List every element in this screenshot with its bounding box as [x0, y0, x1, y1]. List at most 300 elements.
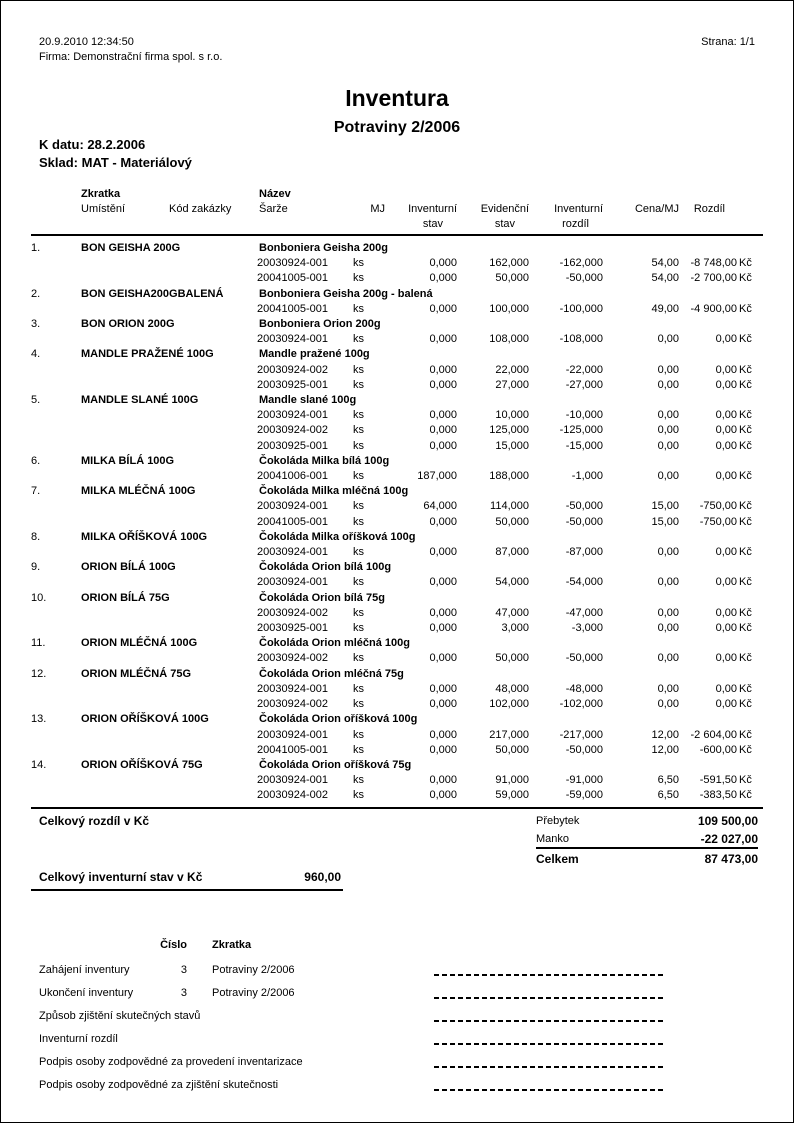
batch-evidencni-stav: 10,000	[495, 409, 529, 422]
batch-cena-mj: 0,00	[657, 698, 679, 711]
batch-mj: ks	[353, 302, 364, 315]
batch-inventurni-rozdil: -217,000	[559, 728, 603, 741]
batch-sarze: 20030924-002	[257, 698, 328, 711]
batch-evidencni-stav: 217,000	[489, 728, 529, 741]
batch-mj: ks	[353, 424, 364, 437]
batch-cena-mj: 0,00	[657, 424, 679, 437]
batch-cena-mj: 6,50	[657, 789, 679, 802]
col-evidencni-stav: Evidenční	[480, 203, 529, 215]
batch-row	[31, 271, 763, 286]
inventory-table-header	[31, 187, 763, 235]
item-number: 2.	[31, 287, 41, 300]
item-number: 14.	[31, 758, 47, 771]
batch-cena-mj: 12,00	[651, 743, 679, 756]
item-number: 10.	[31, 591, 47, 604]
signature-section	[39, 939, 755, 1099]
batch-cena-mj: 54,00	[651, 272, 679, 285]
batch-evidencni-stav: 50,000	[495, 515, 529, 528]
batch-evidencni-stav: 87,000	[495, 546, 529, 559]
batch-evidencni-stav: 100,000	[489, 302, 529, 315]
batch-currency: Kč	[739, 515, 752, 528]
item-row	[31, 758, 763, 773]
batch-currency: Kč	[739, 682, 752, 695]
batch-cena-mj: 0,00	[657, 470, 679, 483]
report-title: Inventura	[345, 85, 449, 111]
batch-evidencni-stav: 125,000	[489, 424, 529, 437]
batch-row	[31, 697, 763, 712]
batch-mj: ks	[353, 698, 364, 711]
batch-row	[31, 773, 763, 788]
batch-currency: Kč	[739, 470, 752, 483]
batch-inventurni-rozdil: -15,000	[565, 439, 603, 452]
batch-row	[31, 545, 763, 560]
batch-row	[31, 363, 763, 378]
batch-currency: Kč	[739, 272, 752, 285]
batch-rozdil: -2 700,00	[690, 272, 737, 285]
batch-inventurni-rozdil: -50,000	[565, 515, 603, 528]
batch-evidencni-stav: 3,000	[501, 622, 529, 635]
batch-mj: ks	[353, 378, 364, 391]
item-nazev: Čokoláda Orion oříšková 100g	[259, 713, 418, 726]
batch-rozdil: -600,00	[699, 743, 737, 756]
batch-sarze: 20030924-002	[257, 424, 328, 437]
col-inventurni-stav: Inventurní	[408, 203, 457, 215]
signature-zkratka: Potraviny 2/2006	[212, 987, 295, 999]
batch-rozdil: 0,00	[715, 698, 737, 711]
batch-inventurni-rozdil: -50,000	[565, 272, 603, 285]
batch-evidencni-stav: 162,000	[489, 257, 529, 270]
signature-label: Inventurní rozdíl	[39, 1033, 118, 1045]
total-difference-label: Celkový rozdíl v Kč	[39, 814, 150, 828]
col-nazev: Název	[259, 188, 291, 200]
signature-dash-line	[434, 1020, 664, 1022]
batch-cena-mj: 0,00	[657, 606, 679, 619]
item-row	[31, 235, 763, 256]
item-row	[31, 591, 763, 606]
batch-sarze: 20041006-001	[257, 470, 328, 483]
batch-evidencni-stav: 102,000	[489, 698, 529, 711]
batch-evidencni-stav: 54,000	[495, 576, 529, 589]
batch-sarze: 20030925-001	[257, 439, 328, 452]
page-number: Strana: 1/1	[701, 36, 755, 48]
batch-inventurni-stav: 0,000	[429, 774, 457, 787]
batch-rozdil: 0,00	[715, 622, 737, 635]
item-nazev: Čokoláda Orion oříšková 75g	[259, 758, 412, 771]
batch-inventurni-rozdil: -50,000	[565, 652, 603, 665]
batch-currency: Kč	[739, 743, 752, 756]
batch-evidencni-stav: 22,000	[495, 363, 529, 376]
item-zkratka: BON ORION 200G	[81, 318, 175, 331]
batch-mj: ks	[353, 622, 364, 635]
batch-sarze: 20030924-002	[257, 652, 328, 665]
signature-row	[39, 961, 755, 984]
item-zkratka: BON GEISHA200GBALENÁ	[81, 287, 224, 300]
batch-inventurni-stav: 0,000	[429, 272, 457, 285]
batch-currency: Kč	[739, 500, 752, 513]
batch-inventurni-stav: 187,000	[417, 470, 457, 483]
item-nazev: Bonboniera Geisha 200g - balená	[259, 287, 433, 300]
signature-label: Podpis osoby zodpovědné za zjištění skutečnosti	[39, 1079, 279, 1091]
batch-currency: Kč	[739, 363, 752, 376]
item-number: 1.	[31, 242, 41, 254]
batch-evidencni-stav: 50,000	[495, 743, 529, 756]
batch-row	[31, 788, 763, 803]
batch-mj: ks	[353, 272, 364, 285]
batch-mj: ks	[353, 546, 364, 559]
batch-sarze: 20041005-001	[257, 272, 328, 285]
batch-inventurni-rozdil: -48,000	[565, 682, 603, 695]
batch-mj: ks	[353, 576, 364, 589]
grand-total-row	[536, 849, 758, 867]
item-zkratka: MANDLE PRAŽENÉ 100G	[81, 348, 214, 361]
batch-sarze: 20030924-002	[257, 606, 328, 619]
grand-total-value: 87 473,00	[704, 852, 758, 866]
signature-dash-line	[434, 1089, 664, 1091]
item-nazev: Bonboniera Orion 200g	[259, 318, 381, 331]
batch-row	[31, 332, 763, 347]
batch-cena-mj: 0,00	[657, 363, 679, 376]
signature-col-cislo: Číslo	[160, 939, 187, 951]
batch-inventurni-rozdil: -10,000	[565, 409, 603, 422]
item-number: 12.	[31, 667, 47, 680]
batch-row	[31, 256, 763, 271]
batch-row	[31, 499, 763, 514]
signature-label: Ukončení inventury	[39, 987, 134, 999]
batch-inventurni-stav: 0,000	[429, 682, 457, 695]
batch-inventurni-stav: 0,000	[429, 576, 457, 589]
batch-rozdil: -750,00	[699, 500, 737, 513]
batch-cena-mj: 0,00	[657, 409, 679, 422]
batch-sarze: 20030924-001	[257, 774, 328, 787]
batch-currency: Kč	[739, 576, 752, 589]
item-row	[31, 636, 763, 651]
item-row	[31, 560, 763, 575]
item-zkratka: ORION BÍLÁ 75G	[81, 591, 170, 604]
batch-inventurni-stav: 0,000	[429, 424, 457, 437]
item-number: 7.	[31, 485, 41, 498]
batch-sarze: 20030924-002	[257, 789, 328, 802]
batch-inventurni-stav: 0,000	[429, 743, 457, 756]
item-row	[31, 347, 763, 362]
item-zkratka: MANDLE SLANÉ 100G	[81, 394, 199, 407]
signature-row	[39, 1007, 755, 1030]
batch-row	[31, 682, 763, 697]
batch-cena-mj: 15,00	[651, 515, 679, 528]
item-zkratka: MILKA OŘÍŠKOVÁ 100G	[81, 530, 208, 543]
batch-currency: Kč	[739, 652, 752, 665]
batch-inventurni-stav: 0,000	[429, 257, 457, 270]
item-zkratka: ORION MLÉČNÁ 75G	[81, 667, 192, 680]
grand-total-label: Celkem	[536, 852, 579, 866]
batch-rozdil: -591,50	[699, 774, 737, 787]
batch-sarze: 20030924-001	[257, 546, 328, 559]
batch-inventurni-rozdil: -87,000	[565, 546, 603, 559]
batch-rozdil: 0,00	[715, 652, 737, 665]
batch-evidencni-stav: 47,000	[495, 606, 529, 619]
totals-divider	[31, 807, 763, 809]
batch-inventurni-stav: 0,000	[429, 728, 457, 741]
batch-rozdil: 0,00	[715, 363, 737, 376]
signature-rows	[39, 961, 755, 1099]
batch-sarze: 20030925-001	[257, 622, 328, 635]
item-zkratka: ORION BÍLÁ 100G	[81, 561, 176, 574]
item-row	[31, 484, 763, 499]
batch-sarze: 20030924-001	[257, 576, 328, 589]
item-row	[31, 712, 763, 727]
batch-row	[31, 469, 763, 484]
batch-cena-mj: 0,00	[657, 652, 679, 665]
batch-sarze: 20030924-001	[257, 728, 328, 741]
batch-sarze: 20030924-002	[257, 363, 328, 376]
batch-mj: ks	[353, 743, 364, 756]
batch-inventurni-rozdil: -102,000	[559, 698, 603, 711]
signature-cislo: 3	[180, 964, 187, 976]
col-cena-mj: Cena/MJ	[634, 203, 679, 215]
batch-mj: ks	[353, 333, 364, 346]
batch-currency: Kč	[739, 546, 752, 559]
batch-rozdil: 0,00	[715, 546, 737, 559]
batch-inventurni-stav: 0,000	[429, 333, 457, 346]
batch-evidencni-stav: 50,000	[495, 652, 529, 665]
batch-inventurni-stav: 0,000	[429, 698, 457, 711]
total-inventory-state-value: 960,00	[304, 870, 341, 884]
report-header	[39, 35, 755, 65]
batch-currency: Kč	[739, 378, 752, 391]
batch-mj: ks	[353, 257, 364, 270]
batch-currency: Kč	[739, 424, 752, 437]
item-number: 6.	[31, 454, 41, 467]
batch-inventurni-stav: 0,000	[429, 302, 457, 315]
batch-evidencni-stav: 59,000	[495, 789, 529, 802]
warehouse-line: Sklad: MAT - Materiálový	[39, 155, 192, 170]
batch-inventurni-rozdil: -3,000	[571, 622, 603, 635]
col-zkratka: Zkratka	[81, 188, 121, 200]
batch-inventurni-rozdil: -50,000	[565, 500, 603, 513]
batch-evidencni-stav: 48,000	[495, 682, 529, 695]
signature-row	[39, 984, 755, 1007]
batch-rozdil: 0,00	[715, 409, 737, 422]
signature-label: Zahájení inventury	[39, 964, 130, 976]
batch-sarze: 20030924-001	[257, 682, 328, 695]
batch-inventurni-rozdil: -125,000	[559, 424, 603, 437]
batch-mj: ks	[353, 774, 364, 787]
batch-rozdil: -2 604,00	[690, 728, 737, 741]
batch-rozdil: 0,00	[715, 606, 737, 619]
company-line: Firma: Demonstrační firma spol. s r.o.	[39, 51, 223, 63]
item-number: 9.	[31, 561, 41, 574]
batch-inventurni-rozdil: -162,000	[559, 257, 603, 270]
item-number: 4.	[31, 348, 41, 361]
batch-inventurni-rozdil: -1,000	[571, 470, 603, 483]
batch-cena-mj: 0,00	[657, 622, 679, 635]
col-sarze: Šarže	[259, 203, 288, 215]
batch-currency: Kč	[739, 698, 752, 711]
col-evidencni-stav-2: stav	[459, 217, 531, 235]
batch-evidencni-stav: 50,000	[495, 272, 529, 285]
batch-sarze: 20030924-001	[257, 500, 328, 513]
batch-currency: Kč	[739, 257, 752, 270]
shortage-row	[536, 831, 758, 849]
batch-rozdil: 0,00	[715, 576, 737, 589]
batch-row	[31, 423, 763, 438]
batch-rozdil: 0,00	[715, 470, 737, 483]
batch-currency: Kč	[739, 789, 752, 802]
batch-rozdil: -750,00	[699, 515, 737, 528]
inventory-table	[31, 187, 763, 804]
batch-rozdil: 0,00	[715, 378, 737, 391]
col-mj: MJ	[370, 203, 385, 215]
batch-inventurni-rozdil: -50,000	[565, 743, 603, 756]
signature-row	[39, 1030, 755, 1053]
batch-inventurni-rozdil: -108,000	[559, 333, 603, 346]
batch-mj: ks	[353, 515, 364, 528]
batch-sarze: 20030925-001	[257, 378, 328, 391]
item-row	[31, 393, 763, 408]
item-row	[31, 667, 763, 682]
item-number: 11.	[31, 637, 46, 650]
batch-inventurni-rozdil: -54,000	[565, 576, 603, 589]
batch-sarze: 20030924-001	[257, 409, 328, 422]
batch-row	[31, 651, 763, 666]
batch-cena-mj: 0,00	[657, 333, 679, 346]
batch-cena-mj: 0,00	[657, 546, 679, 559]
batch-rozdil: -383,50	[699, 789, 737, 802]
batch-inventurni-stav: 0,000	[429, 378, 457, 391]
signature-dash-line	[434, 1043, 664, 1045]
surplus-row	[536, 813, 758, 831]
batch-evidencni-stav: 15,000	[495, 439, 529, 452]
batch-row	[31, 621, 763, 636]
batch-row	[31, 743, 763, 758]
batch-sarze: 20041005-001	[257, 515, 328, 528]
batch-cena-mj: 54,00	[651, 257, 679, 270]
item-number: 13.	[31, 713, 47, 726]
batch-inventurni-rozdil: -91,000	[565, 774, 603, 787]
batch-mj: ks	[353, 682, 364, 695]
batch-rozdil: 0,00	[715, 439, 737, 452]
batch-mj: ks	[353, 500, 364, 513]
batch-evidencni-stav: 27,000	[495, 378, 529, 391]
batch-row	[31, 606, 763, 621]
batch-inventurni-rozdil: -47,000	[565, 606, 603, 619]
batch-currency: Kč	[739, 728, 752, 741]
batch-rozdil: 0,00	[715, 682, 737, 695]
as-of-date: K datu: 28.2.2006	[39, 137, 146, 152]
item-zkratka: ORION OŘÍŠKOVÁ 75G	[81, 758, 203, 771]
batch-inventurni-rozdil: -100,000	[559, 302, 603, 315]
batch-inventurni-stav: 0,000	[429, 652, 457, 665]
batch-row	[31, 408, 763, 423]
batch-row	[31, 439, 763, 454]
signature-zkratka: Potraviny 2/2006	[212, 964, 295, 976]
batch-cena-mj: 12,00	[651, 728, 679, 741]
batch-mj: ks	[353, 470, 364, 483]
batch-inventurni-stav: 0,000	[429, 439, 457, 452]
surplus-label: Přebytek	[536, 815, 580, 827]
batch-inventurni-rozdil: -27,000	[565, 378, 603, 391]
batch-sarze: 20030924-001	[257, 257, 328, 270]
batch-evidencni-stav: 114,000	[490, 500, 529, 513]
col-umisteni: Umístění	[81, 203, 126, 215]
batch-inventurni-stav: 0,000	[429, 363, 457, 376]
col-rozdil: Rozdíl	[693, 203, 725, 215]
signature-cislo: 3	[180, 987, 187, 999]
col-inventurni-stav-2: stav	[387, 217, 459, 235]
item-zkratka: MILKA MLÉČNÁ 100G	[81, 485, 196, 498]
totals-block	[536, 813, 758, 867]
signature-label: Podpis osoby zodpovědné za provedení inventarizace	[39, 1056, 303, 1068]
batch-inventurni-stav: 0,000	[429, 789, 457, 802]
batch-evidencni-stav: 108,000	[489, 333, 529, 346]
surplus-value: 109 500,00	[697, 814, 758, 828]
signature-row	[39, 1053, 755, 1076]
batch-mj: ks	[353, 728, 364, 741]
item-nazev: Čokoláda Orion bílá 100g	[259, 561, 392, 574]
signature-dash-line	[434, 974, 664, 976]
batch-currency: Kč	[739, 774, 752, 787]
batch-cena-mj: 0,00	[657, 378, 679, 391]
col-inventurni-rozdil: Inventurní	[554, 203, 603, 215]
item-nazev: Čokoláda Milka bílá 100g	[259, 454, 390, 467]
printed-at: 20.9.2010 12:34:50	[39, 36, 134, 48]
item-nazev: Čokoláda Milka mléčná 100g	[259, 485, 409, 498]
batch-cena-mj: 0,00	[657, 682, 679, 695]
item-zkratka: ORION OŘÍŠKOVÁ 100G	[81, 713, 209, 726]
batch-inventurni-stav: 0,000	[429, 409, 457, 422]
batch-sarze: 20041005-001	[257, 743, 328, 756]
batch-currency: Kč	[739, 622, 752, 635]
signature-dash-line	[434, 1066, 664, 1068]
batch-inventurni-rozdil: -59,000	[565, 789, 603, 802]
item-nazev: Čokoláda Orion mléčná 100g	[259, 637, 410, 650]
item-number: 3.	[31, 318, 41, 331]
item-zkratka: MILKA BÍLÁ 100G	[81, 454, 175, 467]
batch-sarze: 20030924-001	[257, 333, 328, 346]
batch-mj: ks	[353, 409, 364, 422]
item-nazev: Čokoláda Orion mléčná 75g	[259, 667, 404, 680]
batch-currency: Kč	[739, 606, 752, 619]
total-inventory-state	[31, 870, 343, 891]
batch-cena-mj: 6,50	[657, 774, 679, 787]
signature-row	[39, 1076, 755, 1099]
batch-cena-mj: 49,00	[651, 302, 679, 315]
total-inventory-state-label: Celkový inventurní stav v Kč	[39, 870, 203, 884]
batch-currency: Kč	[739, 302, 752, 315]
item-zkratka: ORION MLÉČNÁ 100G	[81, 637, 198, 650]
item-zkratka: BON GEISHA 200G	[81, 242, 181, 254]
batch-row	[31, 515, 763, 530]
batch-cena-mj: 0,00	[657, 576, 679, 589]
batch-currency: Kč	[739, 409, 752, 422]
batch-row	[31, 728, 763, 743]
batch-rozdil: 0,00	[715, 333, 737, 346]
batch-evidencni-stav: 91,000	[495, 774, 529, 787]
inventory-table-body	[31, 235, 763, 804]
batch-inventurni-rozdil: -22,000	[565, 363, 603, 376]
item-nazev: Čokoláda Orion bílá 75g	[259, 591, 385, 604]
batch-currency: Kč	[739, 333, 752, 346]
batch-sarze: 20041005-001	[257, 302, 328, 315]
item-row	[31, 287, 763, 302]
batch-row	[31, 378, 763, 393]
shortage-value: -22 027,00	[700, 832, 758, 846]
item-nazev: Mandle pražené 100g	[259, 348, 370, 361]
signature-dash-line	[434, 997, 664, 999]
item-nazev: Čokoláda Milka oříšková 100g	[259, 530, 416, 543]
batch-inventurni-stav: 0,000	[429, 606, 457, 619]
item-nazev: Mandle slané 100g	[259, 394, 357, 407]
signature-label: Způsob zjištění skutečných stavů	[39, 1010, 201, 1022]
